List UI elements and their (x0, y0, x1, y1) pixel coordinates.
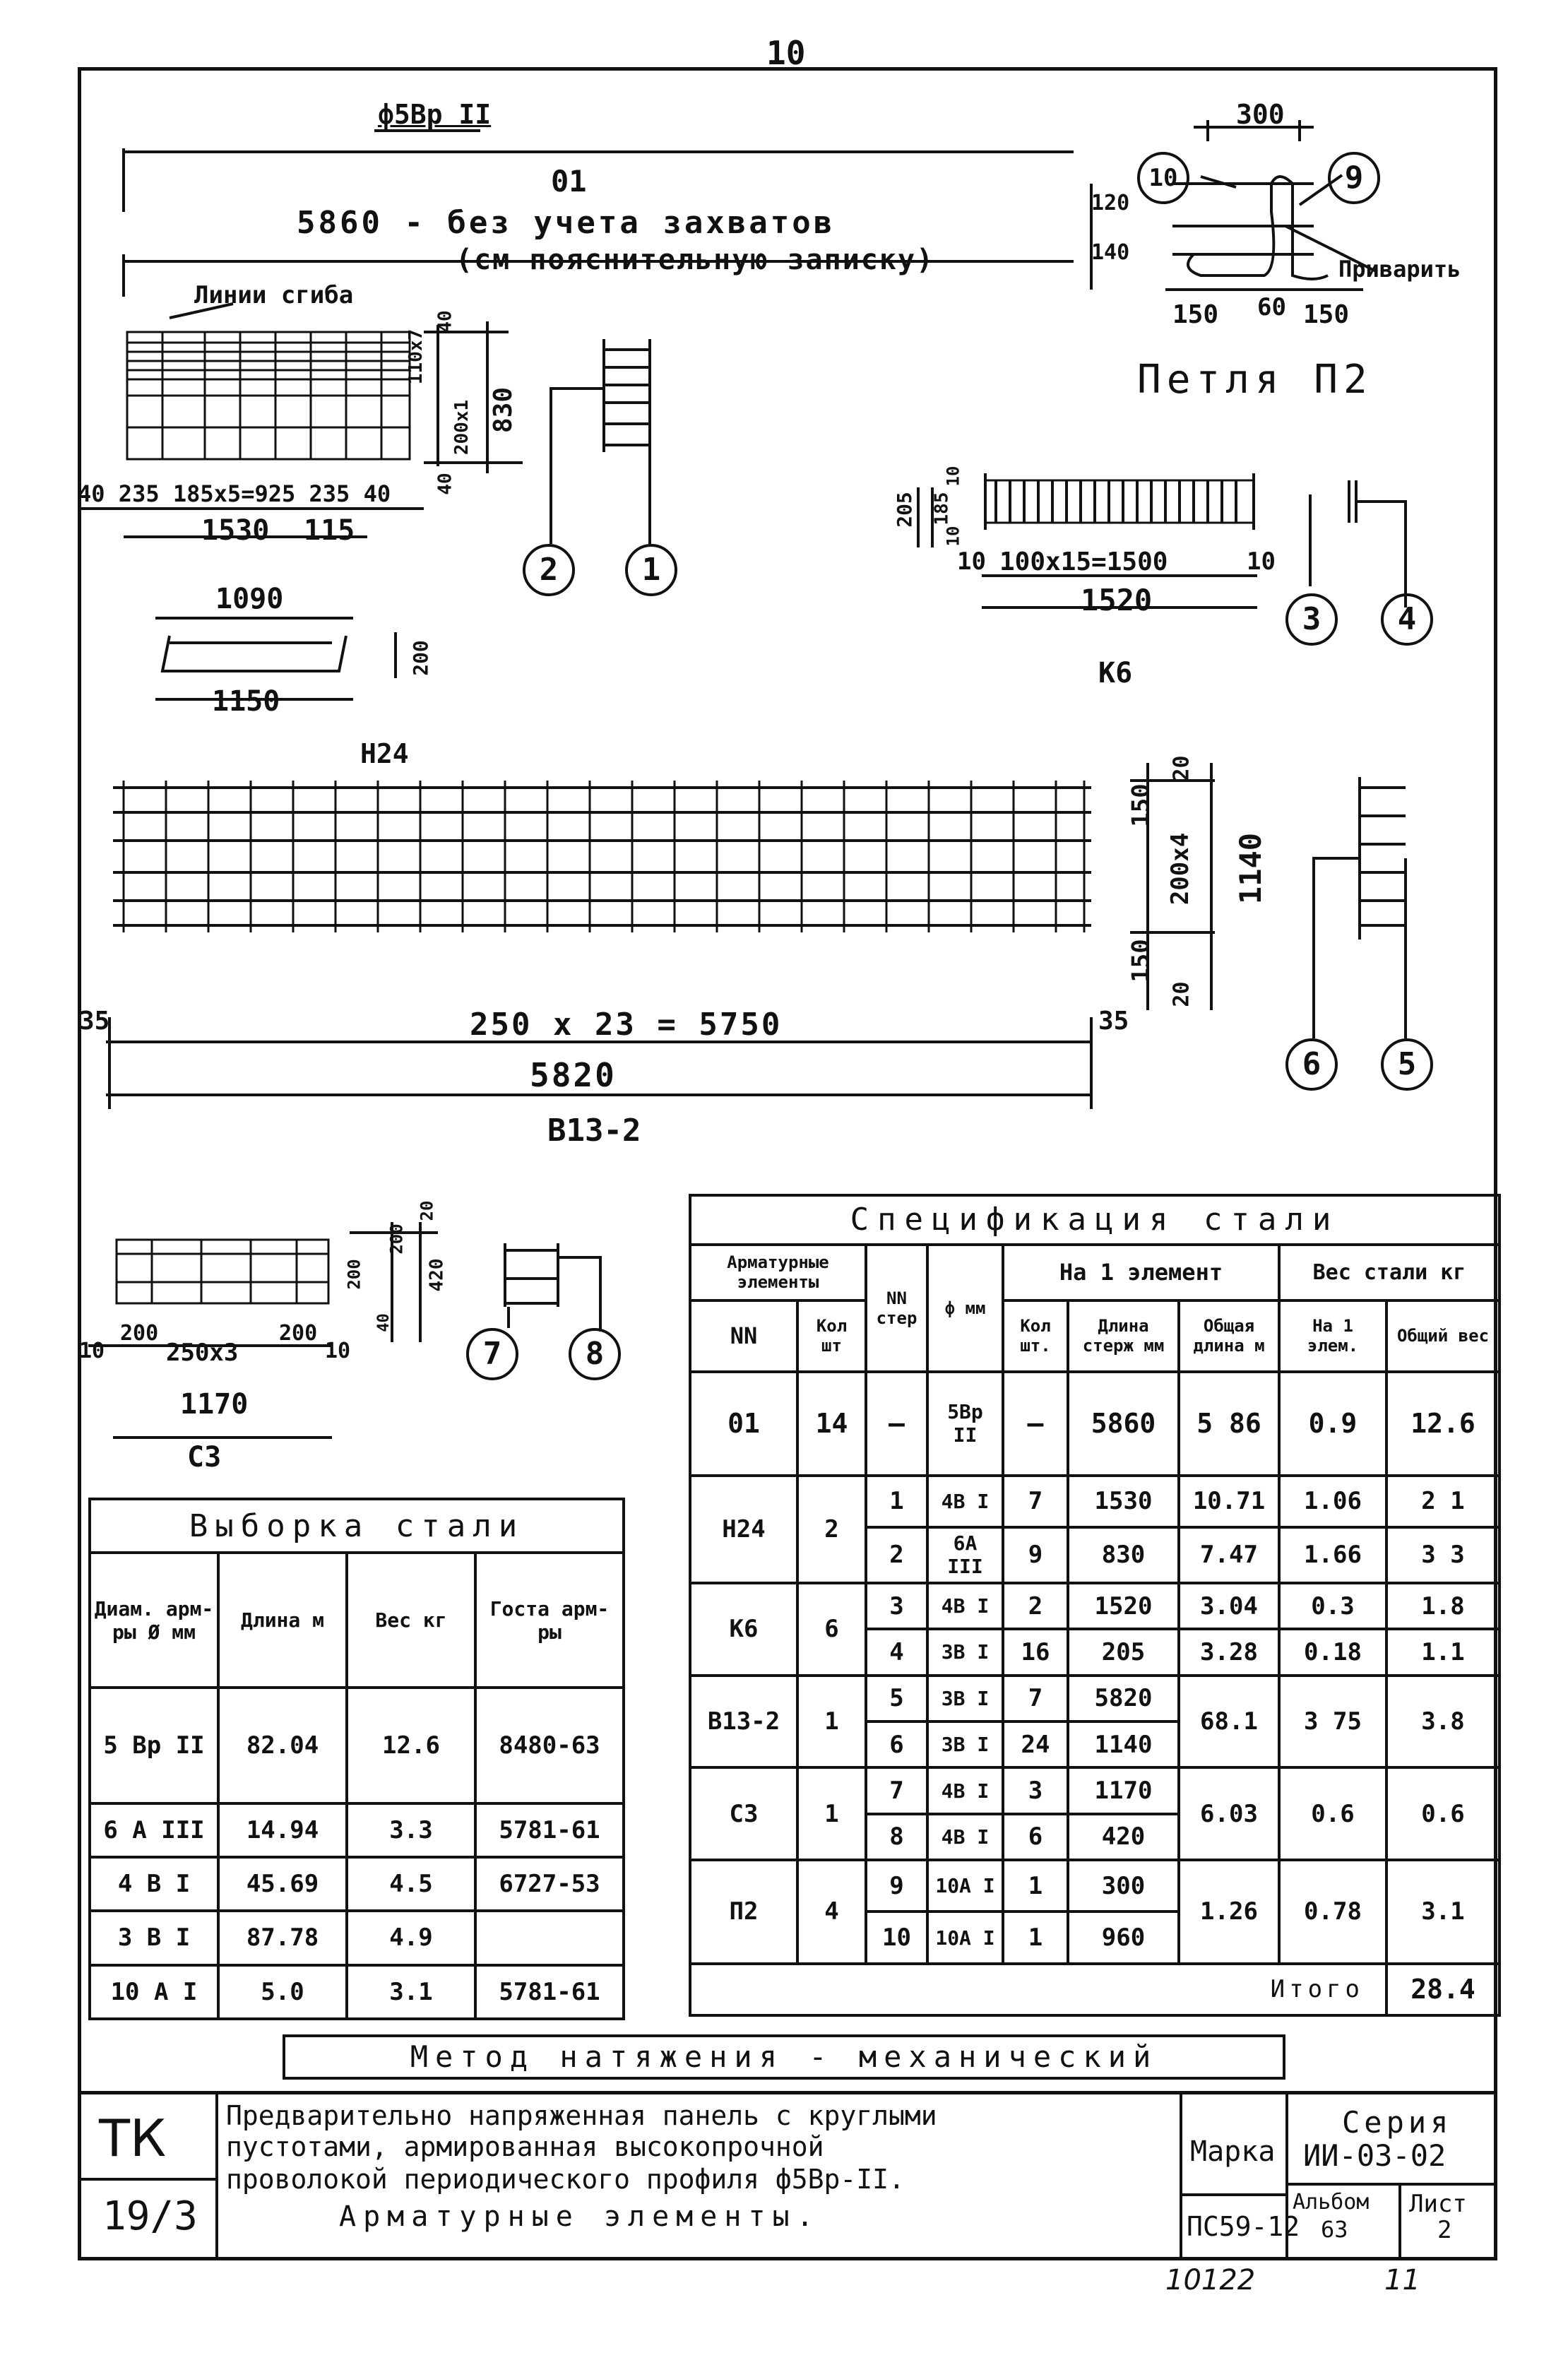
spec-r1b-w2: 3 3 (1386, 1527, 1499, 1583)
sel-r0-c3: 8480-63 (475, 1688, 624, 1803)
tb-desc-2: пустотами, армированная высокопрочной (226, 2131, 824, 2162)
c3-dim-250x3: 250x3 (166, 1339, 239, 1367)
spec-r1b-phi: 6А III (927, 1527, 1003, 1583)
spec-r1a-w2: 2 1 (1386, 1476, 1499, 1527)
k6-mark: К6 (1098, 657, 1133, 689)
tb-desc-1: Предварительно напряженная панель с круглыми (226, 2100, 937, 2131)
spec-r1a-kol2: 7 (1003, 1476, 1068, 1527)
spec-r5a-nn: 9 (866, 1860, 927, 1912)
spec-h-w2: Общий вес (1386, 1300, 1499, 1372)
tb-sheet-label: Лист (1409, 2190, 1467, 2218)
tb-album-label: Альбом (1293, 2190, 1370, 2215)
spec-r2b-w2: 1.1 (1386, 1629, 1499, 1675)
spec-r5-kol: 4 (797, 1860, 866, 1964)
spec-r3a-len: 5820 (1068, 1676, 1179, 1721)
spec-r5b-len: 960 (1068, 1912, 1179, 1963)
spec-r2a-w1: 0.3 (1279, 1583, 1386, 1629)
k6-dim-10a: 10 (943, 466, 963, 487)
spec-h-nnster: NN стер (866, 1245, 927, 1372)
spec-r2a-kol2: 2 (1003, 1583, 1068, 1629)
spec-r3b-len: 1140 (1068, 1721, 1179, 1767)
sel-r2-c0: 4 В I (90, 1857, 218, 1911)
tb-divider-c (1180, 2094, 1182, 2260)
spec-table (689, 1194, 1501, 2017)
spec-h-len: Длина стерж мм (1068, 1300, 1179, 1372)
b13-mark: В13-2 (547, 1113, 641, 1149)
spec-r2a-nn: 3 (866, 1583, 927, 1629)
h24-dim-235a: 235 (118, 480, 160, 507)
tb-desc-4: Арматурные элементы. (339, 2200, 821, 2233)
sel-h-gost: Госта арм-ры (475, 1553, 624, 1688)
c3-dim-r420: 420 (426, 1258, 448, 1292)
sel-r3-c0: 3 В I (90, 1911, 218, 1964)
spec-r3-w2: 3.8 (1386, 1676, 1499, 1768)
sel-r3-c1: 87.78 (218, 1911, 347, 1964)
k6-total: 1520 (1081, 583, 1153, 617)
spec-r3b-nn: 6 (866, 1721, 927, 1767)
spec-h-total-len: Общая длина м (1179, 1300, 1279, 1372)
method-label: Метод натяжения - механический (283, 2034, 1285, 2080)
loop-title: Петля П2 (1137, 357, 1373, 403)
h24-dim-bottom (78, 480, 391, 507)
spec-r4-tl: 6.03 (1179, 1767, 1279, 1860)
pos-circle-6: 6 (1285, 1038, 1338, 1091)
spec-r5-el: П2 (690, 1860, 797, 1964)
sel-r0-c1: 82.04 (218, 1688, 347, 1803)
tb-series: ИИ-03-02 (1303, 2138, 1447, 2173)
c3-dim-r20: 20 (417, 1200, 437, 1221)
spec-r5-tl: 1.26 (1179, 1860, 1279, 1964)
spec-r3a-kol2: 7 (1003, 1676, 1068, 1721)
spec-r0-kol2: — (1003, 1372, 1068, 1476)
spec-r2-el: К6 (690, 1583, 797, 1676)
pos-circle-1: 1 (625, 544, 677, 596)
c3-dim-10b: 10 (325, 1339, 351, 1363)
spec-r0-nn: — (866, 1372, 927, 1476)
b13-dim-35b: 35 (1098, 1007, 1129, 1036)
c3-mark: С3 (187, 1441, 222, 1474)
tb-series-label: Серия (1342, 2105, 1453, 2140)
spec-r4-kol: 1 (797, 1767, 866, 1860)
bottom-note-2: 11 (1384, 2264, 1420, 2296)
spec-r1b-w1: 1.66 (1279, 1527, 1386, 1583)
b13-dim-r20b: 20 (1169, 981, 1194, 1007)
pos-circle-9: 9 (1328, 152, 1380, 204)
h24-section-height: 200 (408, 640, 432, 676)
spec-r1b-tl: 7.47 (1179, 1527, 1279, 1583)
tb-divider-f (1285, 2183, 1497, 2186)
h24-section-top: 1090 (215, 583, 284, 615)
h24-dim-185x5: 185x5=925 (172, 480, 296, 507)
spec-r4b-kol2: 6 (1003, 1814, 1068, 1860)
c3-dim-10a: 10 (79, 1339, 105, 1363)
spec-title: Спецификация стали (690, 1195, 1499, 1245)
sel-r3-c3 (475, 1911, 624, 1964)
spec-r5-w1: 0.78 (1279, 1860, 1386, 1964)
spec-h-per-elem: На 1 элемент (1003, 1245, 1279, 1300)
tb-divider-b (215, 2094, 218, 2260)
k6-dim-10b: 10 (943, 526, 963, 547)
spec-r5b-nn: 10 (866, 1912, 927, 1963)
spec-r5a-len: 300 (1068, 1860, 1179, 1912)
selection-table (88, 1498, 625, 2020)
c3-dim-200b: 200 (279, 1321, 318, 1346)
loop-dim-120: 120 (1091, 191, 1130, 215)
spec-r0-tl: 5 86 (1179, 1372, 1279, 1476)
spec-r4a-len: 1170 (1068, 1767, 1179, 1813)
sel-h-diam: Диам. арм-ры Ø мм (90, 1553, 218, 1688)
top-rod-length: 5860 - без учета захватов (297, 205, 836, 241)
tb-divider-g (1398, 2183, 1401, 2260)
spec-r2b-w1: 0.18 (1279, 1629, 1386, 1675)
tb-divider-a (78, 2178, 215, 2181)
pos-circle-3: 3 (1285, 593, 1338, 646)
spec-r2a-w2: 1.8 (1386, 1583, 1499, 1629)
spec-r4-w2: 0.6 (1386, 1767, 1499, 1860)
spec-r3a-phi: 3В I (927, 1676, 1003, 1721)
tb-album: 63 (1321, 2216, 1348, 2243)
sel-h-len: Длина м (218, 1553, 347, 1688)
spec-r2b-kol2: 16 (1003, 1629, 1068, 1675)
h24-dim-40a: 40 (78, 480, 105, 507)
spec-r4b-nn: 8 (866, 1814, 927, 1860)
b13-dim-r150b: 150 (1127, 939, 1156, 983)
sel-r1-c1: 14.94 (218, 1803, 347, 1857)
sel-r2-c3: 6727-53 (475, 1857, 624, 1911)
tb-divider-e (1285, 2094, 1288, 2260)
spec-r1-el: Н24 (690, 1476, 797, 1583)
bend-lines-label: Линии сгиба (194, 281, 354, 309)
spec-r5a-kol2: 1 (1003, 1860, 1068, 1912)
sel-r1-c3: 5781-61 (475, 1803, 624, 1857)
tb-sheet: 2 (1437, 2216, 1452, 2244)
spec-r0-phi: 5Вр II (927, 1372, 1003, 1476)
spec-h-elements: Арматурные элементы (690, 1245, 866, 1300)
spec-r1a-phi: 4В I (927, 1476, 1003, 1527)
pos-circle-10: 10 (1137, 152, 1189, 204)
page-number: 10 (766, 34, 806, 72)
spec-r1b-len: 830 (1068, 1527, 1179, 1583)
c3-dim-200a: 200 (120, 1321, 159, 1346)
spec-r4-el: С3 (690, 1767, 797, 1860)
b13-dim-r200x4: 200x4 (1166, 832, 1195, 906)
spec-r4a-phi: 4В I (927, 1767, 1003, 1813)
spec-r2-kol: 6 (797, 1583, 866, 1676)
k6-dim-185: 185 (931, 492, 953, 526)
spec-r1b-kol2: 9 (1003, 1527, 1068, 1583)
spec-r1a-len: 1530 (1068, 1476, 1179, 1527)
c3-dim-r40: 40 (374, 1313, 393, 1332)
spec-r4a-nn: 7 (866, 1767, 927, 1813)
sel-r2-c2: 4.5 (347, 1857, 475, 1911)
spec-r1b-nn: 2 (866, 1527, 927, 1583)
sel-r4-c2: 3.1 (347, 1965, 475, 2019)
tb-marka-label: Марка (1190, 2135, 1276, 2168)
spec-r3b-phi: 3В I (927, 1721, 1003, 1767)
spec-h-phi: ф мм (927, 1245, 1003, 1372)
c3-dim-r200a: 200 (386, 1223, 407, 1255)
spec-r2b-nn: 4 (866, 1629, 927, 1675)
spec-r4a-kol2: 3 (1003, 1767, 1068, 1813)
loop-dim-60: 60 (1257, 293, 1286, 321)
spec-r3-tl: 68.1 (1179, 1676, 1279, 1768)
spec-r4b-phi: 4В I (927, 1814, 1003, 1860)
spec-total-label: Итого (690, 1964, 1386, 2015)
tb-marka: ПС59-12 (1187, 2211, 1300, 2242)
b13-dim-r150a: 150 (1127, 783, 1156, 827)
spec-r3-w1: 3 75 (1279, 1676, 1386, 1768)
sel-r3-c2: 4.9 (347, 1911, 475, 1964)
spec-r3-el: В13-2 (690, 1676, 797, 1768)
spec-r4-w1: 0.6 (1279, 1767, 1386, 1860)
sel-r4-c1: 5.0 (218, 1965, 347, 2019)
loop-dim-300: 300 (1236, 99, 1285, 130)
spec-r5a-phi: 10А I (927, 1860, 1003, 1912)
h24-dim-side-110x7: 110x7 (405, 328, 427, 385)
h24-section-bottom: 1150 (212, 685, 280, 718)
h24-dim-side-830: 830 (489, 386, 518, 434)
sel-r4-c0: 10 А I (90, 1965, 218, 2019)
spec-r3b-kol2: 24 (1003, 1721, 1068, 1767)
spec-r1a-nn: 1 (866, 1476, 927, 1527)
spec-h-weight: Вес стали кг (1279, 1245, 1499, 1300)
k6-dim-205: 205 (892, 492, 916, 528)
b13-dim-35a: 35 (79, 1007, 110, 1036)
sel-r0-c2: 12.6 (347, 1688, 475, 1803)
top-rod-label: ф5Вр II (378, 99, 492, 130)
loop-weld-label: Приварить (1338, 256, 1461, 283)
pos-circle-2: 2 (523, 544, 575, 596)
spec-r2a-tl: 3.04 (1179, 1583, 1279, 1629)
sel-r4-c3: 5781-61 (475, 1965, 624, 2019)
h24-dim-235b: 235 (309, 480, 350, 507)
k6-dim-bottom-a: 10 (957, 547, 986, 576)
pos-circle-8: 8 (569, 1328, 621, 1380)
spec-r0-w1: 0.9 (1279, 1372, 1386, 1476)
spec-h-kol: Кол шт (797, 1300, 866, 1372)
k6-dim-bottom-c: 10 (1247, 547, 1276, 576)
sel-r1-c2: 3.3 (347, 1803, 475, 1857)
spec-h-nn: NN (690, 1300, 797, 1372)
h24-dim-115: 115 (304, 514, 355, 547)
spec-r1-kol: 2 (797, 1476, 866, 1583)
spec-r5-w2: 3.1 (1386, 1860, 1499, 1964)
bottom-note-1: 10122 (1165, 2264, 1256, 2296)
spec-r0-el: 01 (690, 1372, 797, 1476)
sel-r1-c0: 6 А III (90, 1803, 218, 1857)
loop-dim-150a: 150 (1172, 300, 1219, 329)
b13-dim-r1140: 1140 (1233, 832, 1269, 905)
spec-r1a-tl: 10.71 (1179, 1476, 1279, 1527)
spec-r3-kol: 1 (797, 1676, 866, 1768)
h24-dim-side-40b: 40 (434, 473, 456, 495)
spec-r2b-tl: 3.28 (1179, 1629, 1279, 1675)
spec-r2a-len: 1520 (1068, 1583, 1179, 1629)
spec-r0-len: 5860 (1068, 1372, 1179, 1476)
spec-h-w1: На 1 элем. (1279, 1300, 1386, 1372)
h24-dim-40b: 40 (363, 480, 391, 507)
tb-org: ТК (99, 2109, 167, 2168)
tb-divider-d (1180, 2193, 1285, 2196)
spec-r0-kol: 14 (797, 1372, 866, 1476)
h24-dim-side-40a: 40 (434, 310, 456, 333)
b13-total: 5820 (530, 1056, 617, 1094)
sel-h-weight: Вес кг (347, 1553, 475, 1688)
h24-mark: Н24 (360, 738, 409, 769)
spec-r4b-len: 420 (1068, 1814, 1179, 1860)
b13-dim-main: 250 x 23 = 5750 (470, 1007, 783, 1043)
spec-r5b-phi: 10А I (927, 1912, 1003, 1963)
pos-circle-4: 4 (1381, 593, 1433, 646)
b13-dim-r20a: 20 (1169, 755, 1194, 781)
spec-r1a-w1: 1.06 (1279, 1476, 1386, 1527)
pos-circle-5: 5 (1381, 1038, 1433, 1091)
h24-dim-side-200x1: 200x1 (451, 399, 473, 456)
h24-dim-1530: 1530 (201, 514, 270, 547)
c3-total: 1170 (180, 1388, 249, 1421)
pos-circle-7: 7 (466, 1328, 518, 1380)
spec-r2b-len: 205 (1068, 1629, 1179, 1675)
spec-r2b-phi: 3В I (927, 1629, 1003, 1675)
spec-total-value: 28.4 (1386, 1964, 1499, 2015)
spec-r2a-phi: 4В I (927, 1583, 1003, 1629)
tb-desc-3: проволокой периодического профиля ф5Вр-II. (226, 2164, 905, 2195)
sel-r2-c1: 45.69 (218, 1857, 347, 1911)
spec-h-kol2: Кол шт. (1003, 1300, 1068, 1372)
loop-dim-150b: 150 (1303, 300, 1350, 329)
tb-year: 19/3 (102, 2193, 198, 2239)
spec-r3a-nn: 5 (866, 1676, 927, 1721)
top-rod-note: (см пояснительную записку) (456, 244, 935, 276)
spec-r5b-kol2: 1 (1003, 1912, 1068, 1963)
loop-dim-140: 140 (1091, 240, 1130, 265)
spec-r0-w2: 12.6 (1386, 1372, 1499, 1476)
selection-title: Выборка стали (90, 1499, 624, 1553)
top-rod-mark: 01 (551, 164, 587, 198)
title-block (78, 2091, 1497, 2260)
sel-r0-c0: 5 Вр II (90, 1688, 218, 1803)
k6-dim-bottom-b: 100x15=1500 (999, 547, 1168, 576)
c3-dim-r200b: 200 (344, 1259, 364, 1290)
